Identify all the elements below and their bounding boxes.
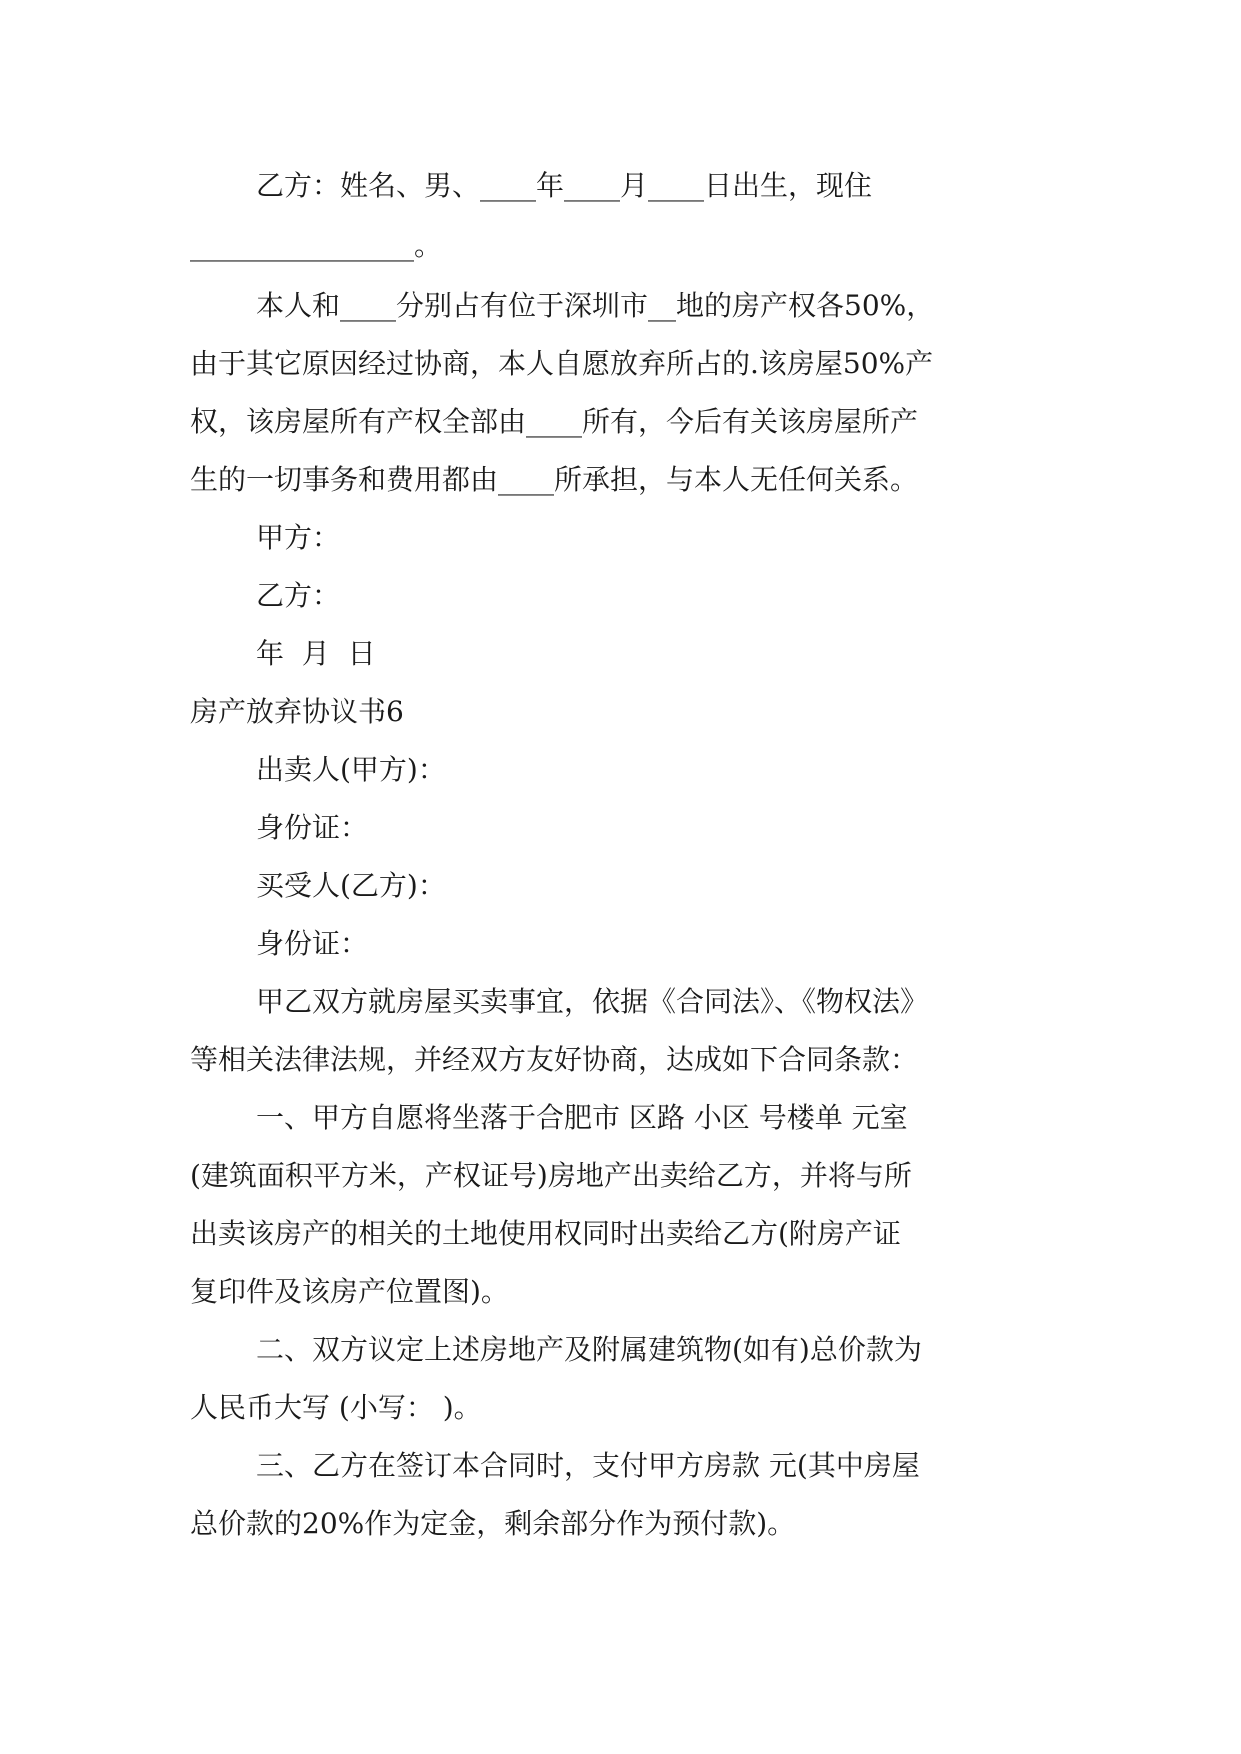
paragraph-line: 权，该房屋所有产权全部由____所有，今后有关该房屋所产 <box>190 405 919 438</box>
clause-three-line: 总价款的20%作为定金，剩余部分作为预付款)。 <box>190 1507 796 1540</box>
clause-one-line: 一、甲方自愿将坐落于合肥市 区路 小区 号楼单 元室 <box>256 1101 908 1134</box>
party-b-birth-line: 乙方：姓名、男、____年____月____日出生，现住 <box>256 169 873 202</box>
buyer-id-line: 身份证： <box>256 927 369 960</box>
buyer-line: 买受人(乙方)： <box>256 869 446 902</box>
signature-party-a: 甲方： <box>256 521 341 554</box>
paragraph-line: 本人和____分别占有位于深圳市__地的房产权各50%， <box>256 289 935 322</box>
clause-three-line: 三、乙方在签订本合同时，支付甲方房款 元(其中房屋 <box>256 1449 920 1482</box>
paragraph-line: 由于其它原因经过协商，本人自愿放弃所占的.该房屋50%产 <box>190 347 934 380</box>
section-title: 房产放弃协议书6 <box>190 695 404 728</box>
party-b-address-line: ________________。 <box>190 229 443 262</box>
paragraph-line: 等相关法律法规，并经双方友好协商，达成如下合同条款： <box>190 1043 919 1076</box>
clause-one-line: 复印件及该房产位置图)。 <box>190 1275 509 1308</box>
seller-id-line: 身份证： <box>256 811 369 844</box>
paragraph-line: 生的一切事务和费用都由____所承担，与本人无任何关系。 <box>190 463 919 496</box>
clause-one-line: 出卖该房产的相关的土地使用权同时出卖给乙方(附房产证 <box>190 1217 901 1250</box>
clause-one-line: (建筑面积平方米，产权证号)房地产出卖给乙方，并将与所 <box>190 1159 912 1192</box>
seller-line: 出卖人(甲方)： <box>256 753 446 786</box>
signature-date: 年 月 日 <box>256 637 376 670</box>
paragraph-line: 甲乙双方就房屋买卖事宜，依据《合同法》、《物权法》 <box>256 985 929 1018</box>
signature-party-b: 乙方： <box>256 579 341 612</box>
clause-two-line: 人民币大写 (小写： )。 <box>190 1391 482 1424</box>
clause-two-line: 二、双方议定上述房地产及附属建筑物(如有)总价款为 <box>256 1333 922 1366</box>
